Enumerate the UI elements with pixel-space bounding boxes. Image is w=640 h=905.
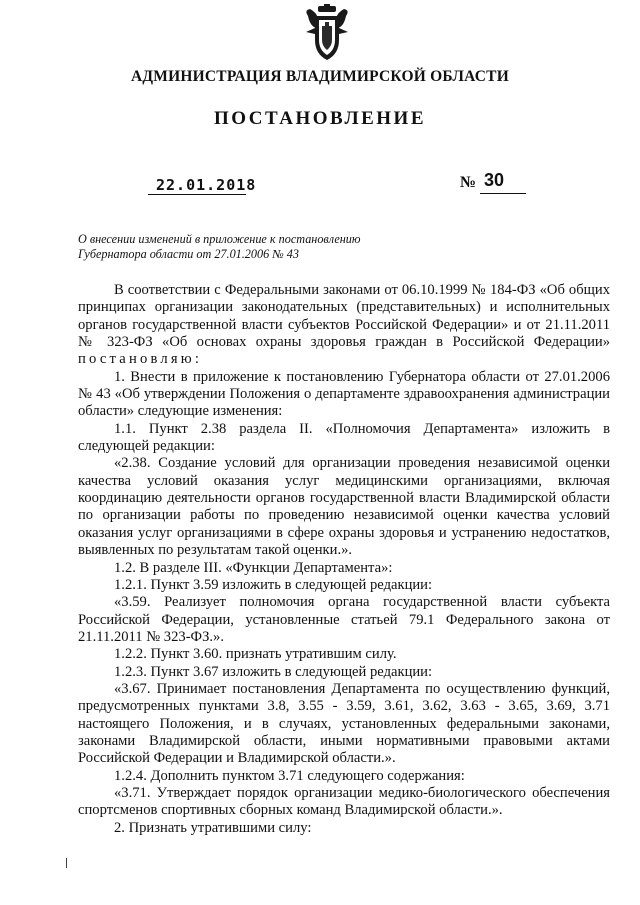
organization-name: АДМИНИСТРАЦИЯ ВЛАДИМИРСКОЙ ОБЛАСТИ — [131, 68, 509, 85]
paragraph-1-2-1: 1.2.1. Пункт 3.59 изложить в следующей редакции: — [114, 576, 433, 593]
document-type: ПОСТАНОВЛЕНИЕ — [213, 108, 427, 129]
paragraph-1-2-4: 1.2.4. Дополнить пунктом 3.71 следующего содержания: — [114, 767, 465, 784]
number-underline — [480, 193, 526, 194]
clause-3-71: «3.71. Утверждает порядок организации медико-биологического обеспечения спортсменов спортивных сборных команд Владимирской области.». — [78, 784, 610, 819]
paragraph-1-2: 1.2. В разделе III. «Функции Департамента»: — [114, 559, 393, 576]
intro-text: В соответствии с Федеральными законами от 06.10.1999 № 184-ФЗ «Об общих принципах организации законодательных (представительных) и исполнительных органов государственной власти субъектов Российской Федерации» и от 21.11.2011 № 323-ФЗ «Об основах охраны здоровья граждан в Российской Федерации» — [78, 282, 610, 351]
intro-paragraph — [78, 282, 610, 369]
document-subject — [78, 232, 360, 262]
document-body — [78, 282, 610, 837]
paragraph-1: 1. Внести в приложение к постановлению Губернатора области от 27.01.2006 № 43 «Об утверждении Положения о департаменте здравоохранения администрации области» следующие изменения: — [78, 368, 610, 420]
paragraph-1-1: 1.1. Пункт 2.38 раздела II. «Полномочия Департамента» изложить в следующей редакции: — [78, 420, 610, 455]
margin-mark — [66, 858, 68, 868]
subject-line-2: Губернатора области от 27.01.2006 № 43 — [78, 247, 299, 261]
document-number: 30 — [484, 170, 505, 190]
paragraph-2: 2. Признать утратившими силу: — [114, 819, 312, 836]
paragraph-1-2-2: 1.2.2. Пункт 3.60. признать утратившим силу. — [114, 646, 397, 663]
document-date: 22.01.2018 — [156, 176, 257, 194]
decree-word: постановляю: — [78, 351, 203, 368]
number-label: № — [460, 174, 477, 191]
subject-line-1: О внесении изменений в приложение к постановлению — [78, 232, 361, 246]
coat-of-arms-icon — [302, 4, 352, 62]
clause-2-38: «2.38. Создание условий для организации проведения независимой оценки качества условий оказания услуг медицинскими организациями, включая координацию деятельности органов государственной власти Владимирской области по организации работы по проведению независимой оценки качества условий оказания услуг организациями в сфере охраны здоровья и устранению недостатков, выявленных по результатам такой оценки.». — [78, 455, 610, 559]
paragraph-1-2-3: 1.2.3. Пункт 3.67 изложить в следующей редакции: — [114, 663, 433, 680]
clause-3-59: «3.59. Реализует полномочия органа государственной власти субъекта Российской Федерации, установленные статьей 79.1 Федерального закона от 21.11.2011 № 323-ФЗ.». — [78, 594, 610, 645]
date-underline — [148, 194, 246, 195]
clause-3-67: «3.67. Принимает постановления Департамента по осуществлению функций, предусмотренных пунктами 3.8, 3.55 - 3.59, 3.61, 3.62, 3.63 - 3.65, 3.69, 3.71 настоящего Положения, и в случаях, установленных федеральными законами, законами Владимирской области, иными нормативными правовыми актами Российской Федерации и Владимирской области.». — [78, 680, 610, 767]
